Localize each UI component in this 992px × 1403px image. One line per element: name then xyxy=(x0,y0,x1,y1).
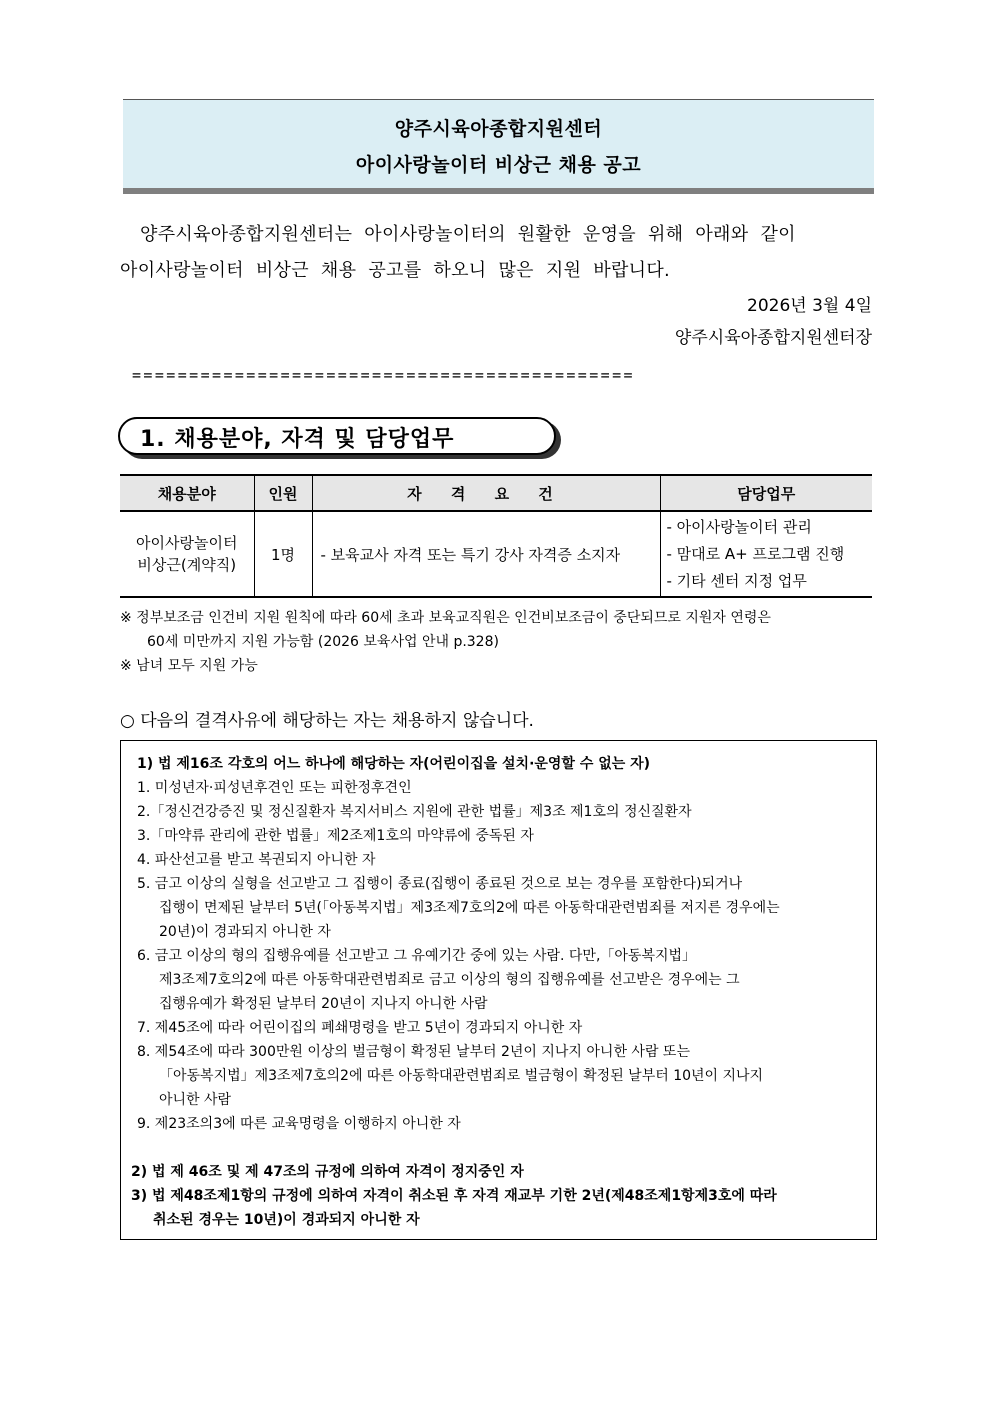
disqualification-box xyxy=(120,740,877,1240)
field-line-2: 비상근(계약직) xyxy=(137,556,237,574)
disq-heading-2: 2) 법 제 46조 및 제 47조의 규정에 의하여 자격이 정지중인 자 xyxy=(131,1164,524,1180)
list-item: 1. 미성년자·피성년후견인 또는 피한정후견인 xyxy=(137,780,412,796)
list-item-cont: 20년)이 경과되지 아니한 자 xyxy=(159,924,331,940)
disq-heading-3-cont: 취소된 경우는 10년)이 경과되지 아니한 자 xyxy=(153,1212,420,1228)
header-duties: 담당업무 xyxy=(660,475,872,511)
note-age-limit-cont: 60세 미만까지 지원 가능함 (2026 보육사업 안내 p.328) xyxy=(147,634,499,650)
intro-line-2: 아이사랑놀이터 비상근 채용 공고를 하오니 많은 지원 바랍니다. xyxy=(120,260,671,281)
cell-field xyxy=(120,511,254,597)
title-box xyxy=(123,99,874,188)
note-age-limit: ※ 정부보조금 인건비 지원 원칙에 따라 60세 초과 보육교직원은 인건비보조금이 중단되므로 지원자 연령은 xyxy=(120,610,771,626)
list-item: 6. 금고 이상의 형의 집행유예를 선고받고 그 유예기간 중에 있는 사람. 다만,「아동복지법」 xyxy=(137,948,697,964)
list-item-cont: 제3조제7호의2에 따른 아동학대관련범죄로 금고 이상의 형의 집행유예를 선고받은 경우에는 그 xyxy=(159,972,740,988)
header-count: 인원 xyxy=(254,475,312,511)
cell-requirement: - 보육교사 자격 또는 특기 강사 자격증 소지자 xyxy=(312,511,660,597)
list-item-cont: 집행이 면제된 날부터 5년(「아동복지법」제3조제7호의2에 따른 아동학대관련범죄를 저지른 경우에는 xyxy=(159,900,780,916)
job-table-header xyxy=(120,475,872,511)
intro-line-1: 양주시육아종합지원센터는 아이사랑놀이터의 원활한 운영을 위해 아래와 같이 xyxy=(140,224,796,245)
duty-item: - 맘대로 A+ 프로그램 진행 xyxy=(666,544,845,563)
duty-item: - 아이사랑놀이터 관리 xyxy=(666,517,812,536)
list-item: 2.「정신건강증진 및 정신질환자 복지서비스 지원에 관한 법률」제3조 제1호의 정신질환자 xyxy=(137,804,692,820)
list-item: 8. 제54조에 따라 300만원 이상의 벌금형이 확정된 날부터 2년이 지나지 아니한 사람 또는 xyxy=(137,1044,690,1060)
list-item: 4. 파산선고를 받고 복권되지 아니한 자 xyxy=(137,852,376,868)
list-item: 7. 제45조에 따라 어린이집의 폐쇄명령을 받고 5년이 경과되지 아니한 자 xyxy=(137,1020,583,1036)
header-field: 채용분야 xyxy=(120,475,254,511)
note-gender: ※ 남녀 모두 지원 가능 xyxy=(120,658,258,674)
org-title: 양주시육아종합지원센터 xyxy=(394,118,603,140)
list-item-cont: 「아동복지법」제3조제7호의2에 따른 아동학대관련범죄로 벌금형이 확정된 날부터 10년이 지나지 xyxy=(159,1068,764,1084)
header-requirement: 자 격 요 건 xyxy=(312,475,660,511)
issuer: 양주시육아종합지원센터장 xyxy=(674,328,872,348)
cell-count: 1명 xyxy=(254,511,312,597)
list-item-cont: 아니한 사람 xyxy=(159,1092,232,1108)
section-1-heading xyxy=(118,417,556,455)
notice-title: 아이사랑놀이터 비상근 채용 공고 xyxy=(355,154,642,176)
cell-duties xyxy=(660,511,872,597)
separator: ============================================ xyxy=(132,366,635,384)
list-item-cont: 집행유예가 확정된 날부터 20년이 지나지 아니한 사람 xyxy=(159,996,488,1012)
section-1-title: 1. 채용분야, 자격 및 담당업무 xyxy=(140,427,455,452)
duty-item: - 기타 센터 지정 업무 xyxy=(666,571,807,590)
list-item: 9. 제23조의3에 따른 교육명령을 이행하지 아니한 자 xyxy=(137,1116,461,1132)
field-line-1: 아이사랑놀이터 xyxy=(136,534,238,552)
notice-date: 2026년 3월 4일 xyxy=(747,296,872,316)
list-item: 3.「마약류 관리에 관한 법률」제2조제1호의 마약류에 중독된 자 xyxy=(137,828,534,844)
table-row xyxy=(120,511,872,597)
disqualification-intro: ○ 다음의 결격사유에 해당하는 자는 채용하지 않습니다. xyxy=(120,711,534,731)
job-table xyxy=(120,474,872,598)
disq-heading-3: 3) 법 제48조제1항의 규정에 의하여 자격이 취소된 후 자격 재교부 기한 2년(제48조제1항제3호에 따라 xyxy=(131,1188,777,1204)
disq-heading-1: 1) 법 제16조 각호의 어느 하나에 해당하는 자(어린이집을 설치·운영할 수 없는 자) xyxy=(137,756,651,772)
list-item: 5. 금고 이상의 실형을 선고받고 그 집행이 종료(집행이 종료된 것으로 보는 경우를 포함한다)되거나 xyxy=(137,876,743,892)
